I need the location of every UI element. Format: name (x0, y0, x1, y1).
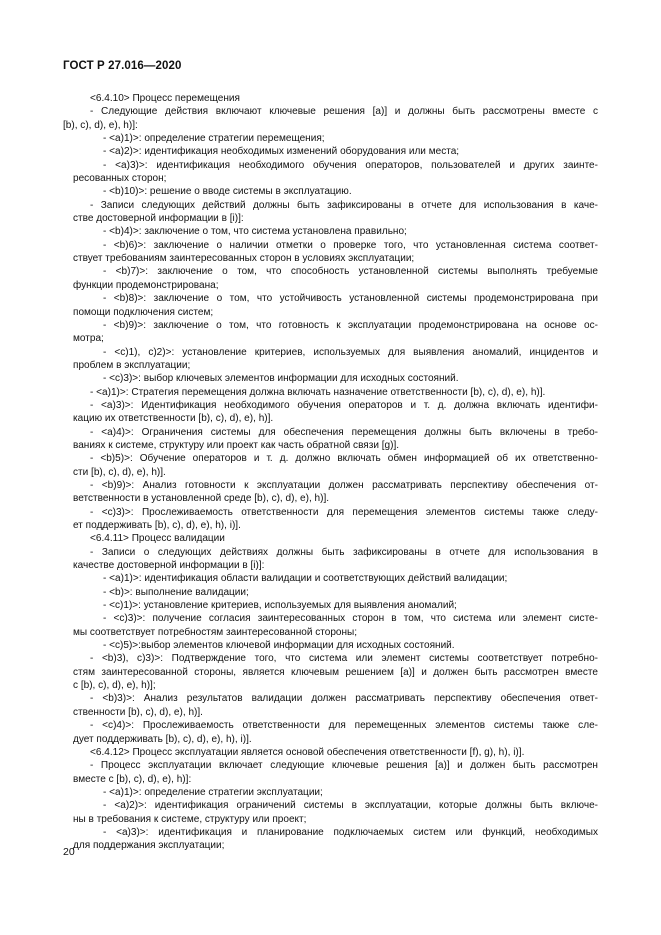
text-line: <6.4.11> Процесс валидации (90, 533, 225, 545)
text-line: - <b)3)>: Анализ результатов валидации должен рассматривать перспективу обеспечения ответ- (90, 693, 598, 705)
text-line: - <с)3)>: получение согласия заинтересованных сторон в том, что система или элемент систе- (103, 613, 598, 625)
text-line: качестве достоверной информации в [i)]: (73, 560, 265, 572)
text-line: стве достоверной информации в [i)]: (73, 213, 244, 225)
text-line: ваниях к системе, структуру или проект как часть обратной связи [g)]. (73, 439, 400, 451)
text-line: - <а)3)>: Идентификация необходимого обучения операторов и т. д. должна включать идентифи- (90, 399, 598, 411)
text-line: <6.4.12> Процесс эксплуатации является основой обеспечения ответственности [f), g), h), i)]. (90, 746, 525, 758)
text-line: ны в требования к системе, структуру или проект; (73, 813, 307, 825)
text-line: - <с)3)>: Прослеживаемость ответственности для перемещения элементов системы также следу- (90, 506, 598, 518)
text-line: ветственности в установленной среде [b), с), d), е), h)]. (73, 493, 330, 505)
text-line: помощи подключения систем; (73, 306, 214, 318)
text-line: - <b)5)>: Обучение операторов и т. д. должно включать обмен информацией об их ответственно- (90, 453, 598, 465)
text-line: проблем в эксплуатации; (73, 359, 191, 371)
text-line: - <а)2)>: идентификация ограничений системы в эксплуатации, которые должны быть включе- (103, 800, 598, 812)
text-line: - <b)3), с)3)>: Подтверждение того, что система или элемент системы соответствует потребно- (90, 653, 598, 665)
text-line: - <с)4)>: Прослеживаемость ответственности для перемещенных элементов системы также сле- (90, 720, 598, 732)
text-line: - <а)3)>: идентификация необходимого обучения операторов, пользователей и других заинте- (103, 159, 598, 171)
text-line: ствует требованиям заинтересованных сторон в условиях эксплуатации; (73, 253, 415, 265)
text-line: - <а)1)>: определение стратегии перемещения; (103, 133, 325, 145)
text-line: - <b)4)>: заключение о том, что система установлена правильно; (103, 226, 407, 238)
text-line: - <b)7)>: заключение о том, что способность установленной системы выполнять требуемые (103, 266, 598, 278)
text-line: дует поддерживать [b), с), d), е), h), i)]. (73, 733, 252, 745)
text-line: мы соответствует потребностям заинтересованной стороны; (73, 626, 358, 638)
text-line: стям заинтересованной стороны, является ключевым решением [а)] и должен быть рассмотрен вместе (73, 666, 598, 678)
document-body (63, 92, 598, 853)
text-line: - <а)1)>: Стратегия перемещения должна включать назначение ответственности [b), с), d), е), h)]. (90, 386, 546, 398)
text-line: - <а)1)>: идентификация области валидации и соответствующих действий валидации; (103, 573, 508, 585)
page-header: ГОСТ Р 27.016—2020 (63, 60, 182, 72)
text-line: - <а)4)>: Ограничения системы для обеспечения перемещения должны быть включены в требо- (90, 426, 598, 438)
text-line: <6.4.10> Процесс перемещения (90, 93, 240, 104)
text-line: - <с)1), с)2)>: установление критериев, используемых для выявления аномалий, инцидентов и (103, 346, 598, 358)
text-line: - Процесс эксплуатации включает следующие ключевые решения [а)] и должен быть рассмотрен (90, 760, 598, 772)
text-line: - <b)6)>: заключение о наличии отметки о проверке того, что установленная система соответ- (103, 239, 598, 251)
text-line: - <b)9)>: Анализ готовности к эксплуатации должен рассматривать перспективу обеспечения от- (90, 479, 598, 491)
text-line: - <b)8)>: заключение о том, что устойчивость установленной системы продемонстрирована при (103, 293, 598, 305)
text-line: - <а)2)>: идентификация необходимых изменений оборудования или места; (103, 146, 460, 158)
text-line: - <b)10)>: решение о вводе системы в эксплуатацию. (103, 186, 352, 198)
text-line: - <а)1)>: определение стратегии эксплуатации; (103, 786, 323, 798)
page-number: 20 (63, 846, 75, 858)
text-line: [b), с), d), е), h)]: (63, 119, 138, 131)
text-line: - <с)3)>: выбор ключевых элементов информации для исходных состояний. (103, 373, 459, 385)
text-line: вместе с [b), с), d), е), h)]: (73, 773, 192, 785)
text-line: - <с)1)>: установление критериев, используемых для выявления аномалий; (103, 600, 457, 612)
text-line: - <а)3)>: идентификация и планирование подключаемых систем или функций, необходимых (103, 826, 598, 838)
text-line: ственности [b), с), d), е), h)]. (73, 706, 203, 718)
text-line: сти [b), с), d), е), h)]. (73, 466, 166, 478)
text-line: - <b)9)>: заключение о том, что готовность к эксплуатации продемонстрирована на основе ос- (103, 319, 598, 331)
text-line: для поддержания эксплуатации; (73, 840, 225, 852)
text-line: ресованных сторон; (73, 173, 167, 185)
text-line: мотра; (73, 333, 104, 345)
text-line: ет поддерживать [b), с), d), е), h), i)]. (73, 520, 241, 531)
text-line: - Записи о следующих действиях должны быть зафиксированы в отчете для использования в (90, 546, 598, 558)
text-line: с [b), с), d), е), h)]; (73, 680, 156, 692)
text-line: - <с)5)>:выбор элементов ключевой информации для исходных состояний. (103, 640, 455, 652)
text-line: - <b)>: выполнение валидации; (103, 586, 249, 598)
text-line: кацию их ответственности [b), с), d), е), h)]. (73, 413, 274, 425)
text-line: функции продемонстрирована; (73, 279, 219, 291)
text-line: - Записи следующих действий должны быть зафиксированы в отчете для использования в каче- (90, 199, 598, 211)
text-line: - Следующие действия включают ключевые решения [а)] и должны быть рассмотрены вместе с (90, 106, 598, 118)
